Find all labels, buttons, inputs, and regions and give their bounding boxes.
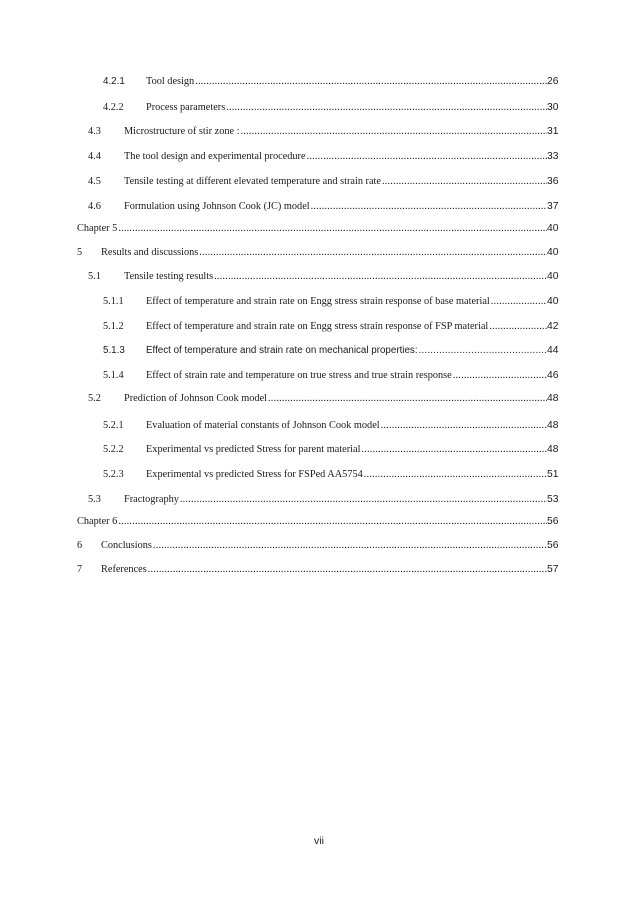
toc-leader-dots bbox=[148, 563, 547, 577]
toc-entry[interactable] bbox=[0, 419, 638, 433]
toc-entry[interactable] bbox=[0, 563, 638, 577]
toc-entry-title: Experimental vs predicted Stress for parent material bbox=[146, 444, 361, 455]
toc-entry-page: 48 bbox=[547, 420, 559, 431]
toc-leader-dots bbox=[226, 101, 547, 115]
toc-leader-dots bbox=[489, 320, 547, 334]
toc-entry-page: 30 bbox=[547, 102, 559, 113]
toc-entry-number: 5.2.3 bbox=[103, 469, 124, 480]
toc-entry-title: Tool design bbox=[146, 76, 195, 87]
toc-entry[interactable] bbox=[0, 75, 638, 89]
toc-entry[interactable] bbox=[0, 539, 638, 553]
toc-leader-dots bbox=[419, 344, 547, 358]
toc-entry-page: 48 bbox=[547, 393, 559, 404]
toc-entry-number: 5.2 bbox=[88, 393, 101, 404]
toc-entry-number: 5.2.2 bbox=[103, 444, 124, 455]
toc-entry-page: 40 bbox=[547, 223, 559, 234]
toc-entry-title: References bbox=[101, 564, 147, 575]
toc-entry[interactable] bbox=[0, 295, 638, 309]
toc-entry-number: 4.6 bbox=[88, 201, 101, 212]
toc-entry-title: Chapter 6 bbox=[77, 516, 118, 527]
toc-entry-title: Experimental vs predicted Stress for FSPed AA5754 bbox=[146, 469, 363, 480]
toc-entry-page: 40 bbox=[547, 271, 559, 282]
toc-entry-number: 6 bbox=[77, 540, 83, 551]
toc-entry[interactable] bbox=[0, 150, 638, 164]
toc-entry-title: Effect of temperature and strain rate on Engg stress strain response of FSP material bbox=[146, 321, 489, 332]
toc-entry-number: 7 bbox=[77, 564, 83, 575]
toc-leader-dots bbox=[214, 270, 547, 284]
toc-entry-page: 33 bbox=[547, 151, 559, 162]
toc-entry-page: 57 bbox=[547, 564, 559, 575]
toc-entry-number: 5.2.1 bbox=[103, 420, 124, 431]
toc-entry-title: The tool design and experimental procedure bbox=[124, 151, 306, 162]
toc-entry-number: 5.1.3 bbox=[103, 345, 125, 356]
toc-chapter-entry[interactable] bbox=[0, 515, 638, 529]
toc-entry-page: 36 bbox=[547, 176, 559, 187]
toc-entry[interactable] bbox=[0, 369, 638, 383]
toc-entry-title: Microstructure of stir zone : bbox=[124, 126, 240, 137]
toc-entry-number: 5.3 bbox=[88, 494, 101, 505]
toc-leader-dots bbox=[361, 443, 547, 457]
toc-entry-title: Effect of strain rate and temperature on true stress and true strain response bbox=[146, 370, 452, 381]
toc-entry-number: 5.1 bbox=[88, 271, 101, 282]
toc-entry-page: 51 bbox=[547, 469, 559, 480]
toc-entry-page: 26 bbox=[547, 76, 559, 87]
toc-entry-page: 37 bbox=[547, 201, 559, 212]
toc-entry-number: 4.3 bbox=[88, 126, 101, 137]
toc-entry-number: 5.1.1 bbox=[103, 296, 124, 307]
toc-entry-title: Formulation using Johnson Cook (JC) model bbox=[124, 201, 310, 212]
toc-entry-title: Process parameters bbox=[146, 102, 226, 113]
toc-entry-page: 56 bbox=[547, 540, 559, 551]
toc-leader-dots bbox=[382, 175, 547, 189]
toc-entry-title: Evaluation of material constants of Johnson Cook model bbox=[146, 420, 380, 431]
toc-entry[interactable] bbox=[0, 468, 638, 482]
toc-entry[interactable] bbox=[0, 493, 638, 507]
toc-leader-dots bbox=[491, 295, 547, 309]
toc-entry[interactable] bbox=[0, 175, 638, 189]
toc-entry[interactable] bbox=[0, 125, 638, 139]
toc-entry-title: Chapter 5 bbox=[77, 223, 118, 234]
toc-leader-dots bbox=[118, 222, 547, 236]
toc-entry[interactable] bbox=[0, 443, 638, 457]
toc-entry-number: 4.4 bbox=[88, 151, 101, 162]
toc-leader-dots bbox=[180, 493, 547, 507]
toc-entry-number: 4.2.2 bbox=[103, 102, 124, 113]
toc-entry[interactable] bbox=[0, 270, 638, 284]
toc-leader-dots bbox=[268, 392, 547, 406]
toc-leader-dots bbox=[199, 246, 547, 260]
toc-entry-page: 44 bbox=[547, 345, 559, 356]
toc-entry[interactable] bbox=[0, 200, 638, 214]
toc-leader-dots bbox=[453, 369, 547, 383]
toc-entry-title: Results and discussions bbox=[101, 247, 199, 258]
toc-leader-dots bbox=[118, 515, 547, 529]
toc-entry-title: Effect of temperature and strain rate on Engg stress strain response of base material bbox=[146, 296, 490, 307]
toc-entry-number: 5.1.2 bbox=[103, 321, 124, 332]
toc-leader-dots bbox=[311, 200, 547, 214]
toc-entry-title: Conclusions bbox=[101, 540, 152, 551]
toc-entry-page: 46 bbox=[547, 370, 559, 381]
toc-entry[interactable] bbox=[0, 246, 638, 260]
toc-entry-page: 53 bbox=[547, 494, 559, 505]
toc-entry-page: 48 bbox=[547, 444, 559, 455]
toc-entry-number: 5 bbox=[77, 247, 83, 258]
toc-entry-title: Effect of temperature and strain rate on mechanical properties: bbox=[146, 345, 418, 356]
toc-entry-page: 56 bbox=[547, 516, 559, 527]
toc-chapter-entry[interactable] bbox=[0, 222, 638, 236]
toc-leader-dots bbox=[381, 419, 547, 433]
toc-entry[interactable] bbox=[0, 344, 638, 358]
toc-entry-page: 40 bbox=[547, 296, 559, 307]
toc-leader-dots bbox=[241, 125, 547, 139]
toc-entry[interactable] bbox=[0, 101, 638, 115]
toc-entry[interactable] bbox=[0, 320, 638, 334]
toc-entry-page: 31 bbox=[547, 126, 559, 137]
toc-entry-page: 40 bbox=[547, 247, 559, 258]
toc-leader-dots bbox=[195, 75, 547, 89]
toc-entry-title: Tensile testing results bbox=[124, 271, 214, 282]
page-number-footer: vii bbox=[314, 835, 324, 847]
toc-leader-dots bbox=[153, 539, 547, 553]
toc-entry-page: 42 bbox=[547, 321, 559, 332]
toc-entry-number: 5.1.4 bbox=[103, 370, 124, 381]
toc-leader-dots bbox=[364, 468, 547, 482]
toc-entry-number: 4.2.1 bbox=[103, 76, 125, 87]
toc-entry[interactable] bbox=[0, 392, 638, 406]
toc-entry-title: Tensile testing at different elevated temperature and strain rate bbox=[124, 176, 381, 187]
toc-entry-number: 4.5 bbox=[88, 176, 101, 187]
toc-entry-title: Fractography bbox=[124, 494, 179, 505]
toc-entry-title: Prediction of Johnson Cook model bbox=[124, 393, 268, 404]
toc-leader-dots bbox=[307, 150, 547, 164]
